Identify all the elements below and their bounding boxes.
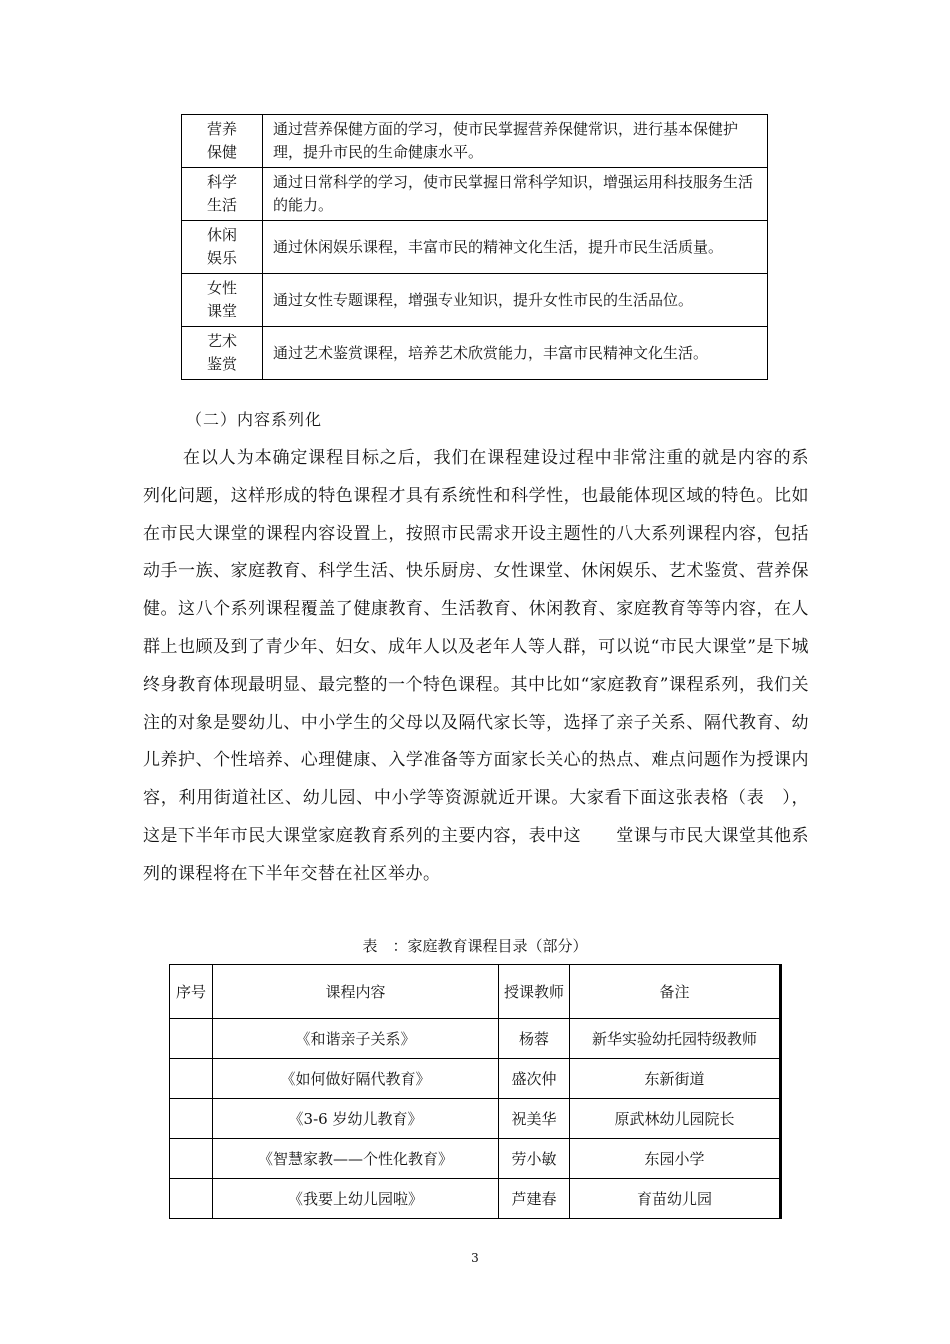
body-paragraph: 在以人为本确定课程目标之后，我们在课程建设过程中非常注重的就是内容的系列化问题，这样形成的特色课程才具有系统性和科学性，也最能体现区域的特色。比如在市民大课堂的课程内容设置上，按照市民需求开设主题性的八大系列课程内容，包括动手一族、家庭教育、科学生活、快乐厨房、女性课堂、休闲娱乐、艺术鉴赏、营养保健。这八个系列课程覆盖了健康教育、生活教育、休闲教育、家庭教育等等内容，在人群上也顾及到了青少年、妇女、成年人以及老年人等人群，可以说“市民大课堂”是下城终身教育体现最明显、最完整的一个特色课程。其中比如“家庭教育”课程系列，我们关注的对象是婴幼儿、中小学生的父母以及隔代家长等，选择了亲子关系、隔代教育、幼儿养护、个性培养、心理健康、入学准备等方面家长关心的热点、难点问题作为授课内容，利用街道社区、幼儿园、中小学等资源就近开课。大家看下面这张表格（表 ），这是下半年市民大课堂家庭教育系列的主要内容，表中这 堂课与市民大课堂其他系列的课程将在下半年交替在社区举办。 [143,448,809,884]
table-header-row [170,965,781,1019]
index-cell [170,1019,213,1059]
category-cell: 营养 保健 [182,115,263,168]
table-row [170,1099,781,1139]
table-row [182,168,768,221]
content-cell: 《我要上幼儿园啦》 [213,1179,499,1219]
note-cell: 新华实验幼托园特级教师 [570,1019,781,1059]
description-cell: 通过日常科学的学习，使市民掌握日常科学知识，增强运用科技服务生活的能力。 [263,168,768,221]
category-table [181,114,768,380]
teacher-cell: 芦建春 [499,1179,570,1219]
header-note: 备注 [570,965,781,1019]
description-cell: 通过营养保健方面的学习，使市民掌握营养保健常识，进行基本保健护理，提升市民的生命健康水平。 [263,115,768,168]
teacher-cell: 盛次仲 [499,1059,570,1099]
index-cell [170,1179,213,1219]
index-cell [170,1099,213,1139]
page-number: 3 [471,1251,479,1265]
content-cell: 《和谐亲子关系》 [213,1019,499,1059]
content-cell: 《如何做好隔代教育》 [213,1059,499,1099]
header-index: 序号 [170,965,213,1019]
section-heading: （二）内容系列化 [186,410,323,429]
note-cell: 育苗幼儿园 [570,1179,781,1219]
table-row [170,1179,781,1219]
description-cell: 通过艺术鉴赏课程，培养艺术欣赏能力，丰富市民精神文化生活。 [263,327,768,380]
category-cell: 艺术 鉴赏 [182,327,263,380]
table-caption: 表 ：家庭教育课程目录（部分） [362,937,588,955]
teacher-cell: 杨蓉 [499,1019,570,1059]
table-row [170,1019,781,1059]
category-cell: 女性 课堂 [182,274,263,327]
table-row [182,221,768,274]
description-cell: 通过女性专题课程，增强专业知识，提升女性市民的生活品位。 [263,274,768,327]
table-row [170,1139,781,1179]
teacher-cell: 劳小敏 [499,1139,570,1179]
teacher-cell: 祝美华 [499,1099,570,1139]
table-row [182,274,768,327]
course-table [169,964,782,1219]
table-row [182,115,768,168]
content-cell: 《智慧家教——个性化教育》 [213,1139,499,1179]
note-cell: 东新街道 [570,1059,781,1099]
note-cell: 东园小学 [570,1139,781,1179]
header-teacher: 授课教师 [499,965,570,1019]
header-content: 课程内容 [213,965,499,1019]
table-row [170,1059,781,1099]
index-cell [170,1059,213,1099]
description-cell: 通过休闲娱乐课程，丰富市民的精神文化生活，提升市民生活质量。 [263,221,768,274]
note-cell: 原武林幼儿园院长 [570,1099,781,1139]
category-cell: 科学 生活 [182,168,263,221]
content-cell: 《3-6 岁幼儿教育》 [213,1099,499,1139]
table-row [182,327,768,380]
index-cell [170,1139,213,1179]
category-cell: 休闲 娱乐 [182,221,263,274]
